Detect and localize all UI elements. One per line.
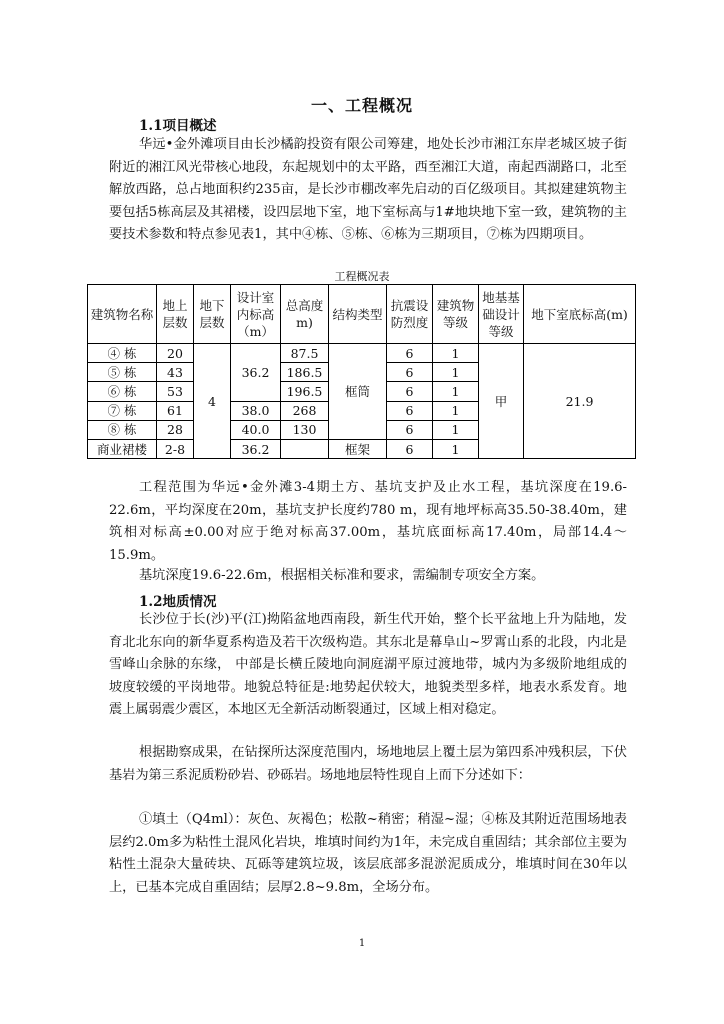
cell-total-height: 268 [281,401,329,420]
overview-paragraph: 华远•金外滩项目由长沙橘韵投资有限公司筹建，地处长沙市湘江东岸老城区坡子街附近的湘江风光带核心地段，东起规划中的太平路，西至湘江大道，南起西湖路口，北至解放西路，总占地面积约235亩，是长沙市棚改率先启动的百亿级项目。其拟建建筑物主要包括5栋高层及其裙楼，设四层地下室，地下室标高与1#地块地下室一致，建筑物的主要技术参数和特点参见表1，其中④栋、⑤栋、⑥栋为三期项目，⑦栋为四期项目。 [109,137,627,242]
cell-structure-type: 框筒 [329,344,387,440]
cell-total-height: 130 [281,420,329,439]
table-header-row [88,285,636,344]
cell-building-grade: 1 [433,401,479,420]
project-summary-table [87,284,636,459]
header-building-name: 建筑物名称 [88,285,157,344]
header-foundation-grade: 地基基础设计等级 [479,285,524,344]
header-building-grade: 建筑物等级 [433,285,479,344]
table-row [88,344,636,363]
header-seismic-intensity: 抗震设防烈度 [387,285,433,344]
header-floors-above: 地上层数 [157,285,194,344]
section-heading-overview: 1.1项目概述 [139,118,217,134]
cell-structure-type: 框架 [329,439,387,458]
plan-paragraph: 基坑深度19.6-22.6m，根据相关标准和要求，需编制专项安全方案。 [139,568,545,583]
cell-building-name: ④ 栋 [88,344,157,363]
section-heading-geology: 1.2地质情况 [139,594,217,610]
header-structure-type: 结构类型 [329,285,387,344]
cell-floors-above: 20 [157,344,194,363]
header-basement-elevation: 地下室底标高(m) [524,285,636,344]
geology-paragraph-2: 根据勘察成果，在钻探所达深度范围内，场地地层上覆土层为第四系冲残积层，下伏基岩为第三系泥质粉砂岩、砂砾岩。场地地层特性现自上而下分述如下： [109,745,627,783]
cell-building-grade: 1 [433,363,479,382]
cell-building-grade: 1 [433,344,479,363]
header-total-height: 总高度m) [281,285,329,344]
cell-building-grade: 1 [433,420,479,439]
cell-design-elevation: 36.2 [231,344,281,402]
cell-total-height: 186.5 [281,363,329,382]
cell-floors-above: 53 [157,382,194,401]
cell-floors-above: 28 [157,420,194,439]
cell-building-name: ⑤ 栋 [88,363,157,382]
geology-paragraph-3: ①填土（Q4ml）：灰色、灰褐色；松散~稍密；稍湿~湿；④栋及其附近范围场地表层约2.0m多为粘性土混风化岩块，堆填时间约为1年，未完成自重固结；其余部位主要为粘性土混杂大量砖块、瓦砾等建筑垃圾，该层底部多混淤泥质成分，堆填时间在30年以上，已基本完成自重固结；层厚2.8~9.8m，全场分布。 [109,812,627,895]
cell-building-grade: 1 [433,439,479,458]
cell-seismic-intensity: 6 [387,439,433,458]
cell-design-elevation: 38.0 [231,401,281,420]
cell-seismic-intensity: 6 [387,344,433,363]
cell-basement-elevation: 21.9 [524,344,636,459]
cell-foundation-grade: 甲 [479,344,524,459]
cell-seismic-intensity: 6 [387,401,433,420]
cell-design-elevation: 40.0 [231,420,281,439]
header-design-elevation: 设计室内标高（m） [231,285,281,344]
cell-total-height: 87.5 [281,344,329,363]
cell-building-name: ⑦ 栋 [88,401,157,420]
page-number: 1 [358,938,366,949]
chapter-title: 一、工程概况 [310,96,413,115]
cell-floors-below: 4 [194,344,231,459]
cell-floors-above: 43 [157,363,194,382]
scope-paragraph: 工程范围为华远•金外滩3-4期土方、基坑支护及止水工程，基坑深度在19.6-22.6m，平均深度在20m，基坑支护长度约780 m，现有地坪标高35.50-38.40m，建筑相对标高±0.00对应于绝对标高37.00m，基坑底面标高17.40m，局部14.4～15.9m。 [109,480,627,563]
table-caption: 工程概况表 [334,270,390,283]
geology-paragraph-1: 长沙位于长(沙)平(江)拗陷盆地西南段，新生代开始，整个长平盆地上升为陆地，发育北北东向的新华夏系构造及若干次级构造。其东北是幕阜山~罗霄山系的北段，内北是雪峰山余脉的东缘， 中部是长横丘陵地向洞庭湖平原过渡地带，城内为多级阶地组成的坡度较缓的平岗地带。地貌总特征是:地势起伏较大，地貌类型多样，地表水系发育。地震上属弱震少震区，本地区无全新活动断裂通过，区域上相对稳定。 [109,612,627,717]
cell-seismic-intensity: 6 [387,382,433,401]
cell-building-name: 商业裙楼 [88,439,157,458]
cell-total-height [281,439,329,458]
cell-seismic-intensity: 6 [387,363,433,382]
cell-seismic-intensity: 6 [387,420,433,439]
cell-building-name: ⑥ 栋 [88,382,157,401]
cell-building-grade: 1 [433,382,479,401]
cell-total-height: 196.5 [281,382,329,401]
cell-building-name: ⑧ 栋 [88,420,157,439]
cell-floors-above: 2-8 [157,439,194,458]
cell-floors-above: 61 [157,401,194,420]
cell-design-elevation: 36.2 [231,439,281,458]
header-floors-below: 地下层数 [194,285,231,344]
